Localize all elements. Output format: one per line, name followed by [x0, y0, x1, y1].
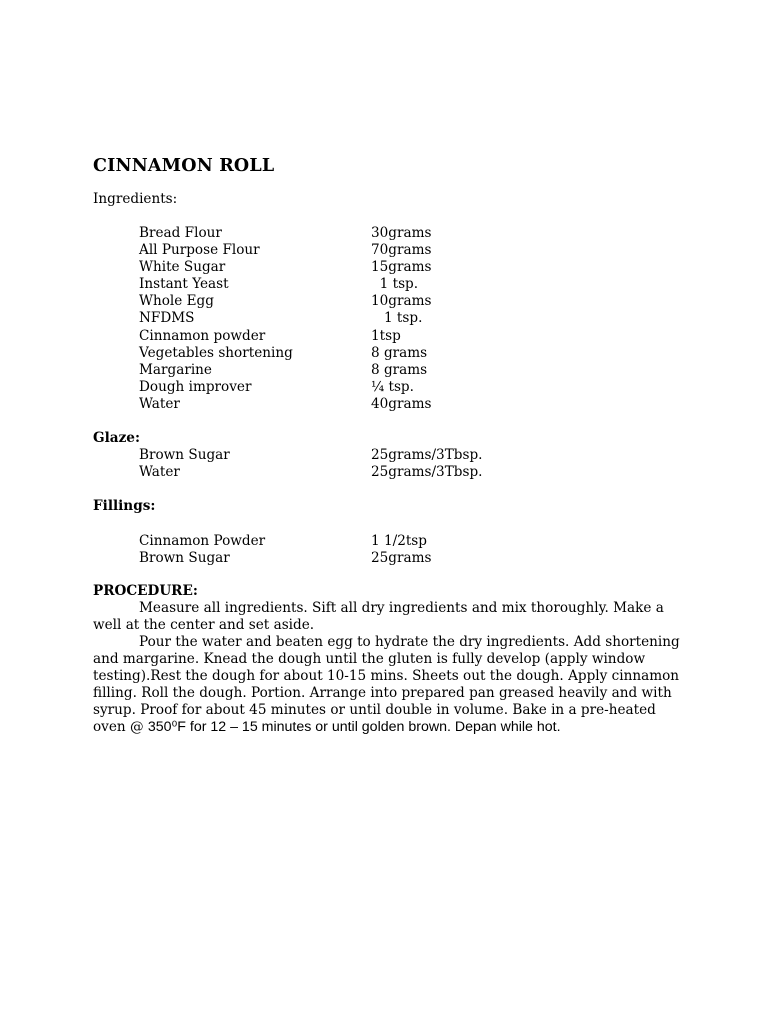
ingredient-name: NFDMS — [139, 310, 195, 327]
ingredient-name: Vegetables shortening — [139, 344, 293, 361]
ingredient-amount: 30grams — [371, 225, 432, 241]
fillings-label: Fillings: — [93, 498, 156, 514]
ingredient-amount: 8 grams — [371, 361, 428, 378]
ingredient-name: White Sugar — [139, 259, 226, 276]
ingredient-amount: ¼ tsp. — [371, 378, 414, 395]
ingredient-amount: 40grams — [371, 395, 432, 412]
ingredients-label: Ingredients: — [93, 191, 178, 207]
ingredient-name: Water — [139, 395, 180, 412]
filling-name: Brown Sugar — [139, 550, 230, 567]
ingredient-amount: 70grams — [371, 242, 432, 259]
ingredient-amount: 1 tsp. — [371, 310, 423, 327]
ingredient-name: All Purpose Flour — [139, 242, 260, 259]
ingredient-name: Margarine — [139, 361, 212, 378]
ingredient-amount: 1tsp — [371, 327, 401, 344]
ingredient-name: Cinnamon powder — [139, 327, 266, 344]
ingredient-amount: 8 grams — [371, 344, 428, 361]
filling-amount: 1 1/2tsp — [371, 533, 427, 549]
glaze-name: Water — [139, 464, 180, 481]
ingredient-amount: 10grams — [371, 293, 432, 310]
procedure-step-1: Measure all ingredients. Sift all dry ingredients and mix thoroughly. Make a well at the center and set aside. — [93, 600, 664, 633]
procedure-text — [93, 600, 683, 736]
glaze-amount: 25grams/3Tbsp. — [371, 464, 483, 481]
filling-amount: 25grams — [371, 550, 432, 567]
glaze-label: Glaze: — [93, 430, 140, 446]
ingredient-name: Dough improver — [139, 378, 252, 395]
ingredient-name: Whole Egg — [139, 293, 214, 310]
ingredient-name: Bread Flour — [139, 225, 222, 241]
procedure-step-2 — [93, 634, 683, 736]
procedure-label: PROCEDURE: — [93, 583, 198, 599]
ingredient-name: Instant Yeast — [139, 276, 229, 293]
glaze-name: Brown Sugar — [139, 447, 230, 463]
ingredient-amount: 15grams — [371, 259, 432, 276]
recipe-title: CINNAMON ROLL — [93, 156, 275, 176]
procedure-step-2-bake-text: 350⁰F for 12 – 15 minutes or until golden brown. Depan while hot. — [147, 719, 561, 735]
ingredient-amount: 1 tsp. — [371, 276, 419, 293]
glaze-amount: 25grams/3Tbsp. — [371, 447, 483, 463]
filling-name: Cinnamon Powder — [139, 533, 266, 549]
procedure-step-2-text: Pour the water and beaten egg to hydrate the dry ingredients. Add shortening and margarine. Knead the dough until the gluten is fully develop (apply window testing).Rest the dough for about 10-15 mins. Sheets out the dough. Apply cinnamon filling. Roll the dough. Portion. Arrange into prepared pan greased heavily and with syrup. Proof for about 45 minutes or until double in volume. Bake in a pre-heated oven @ — [93, 634, 680, 735]
